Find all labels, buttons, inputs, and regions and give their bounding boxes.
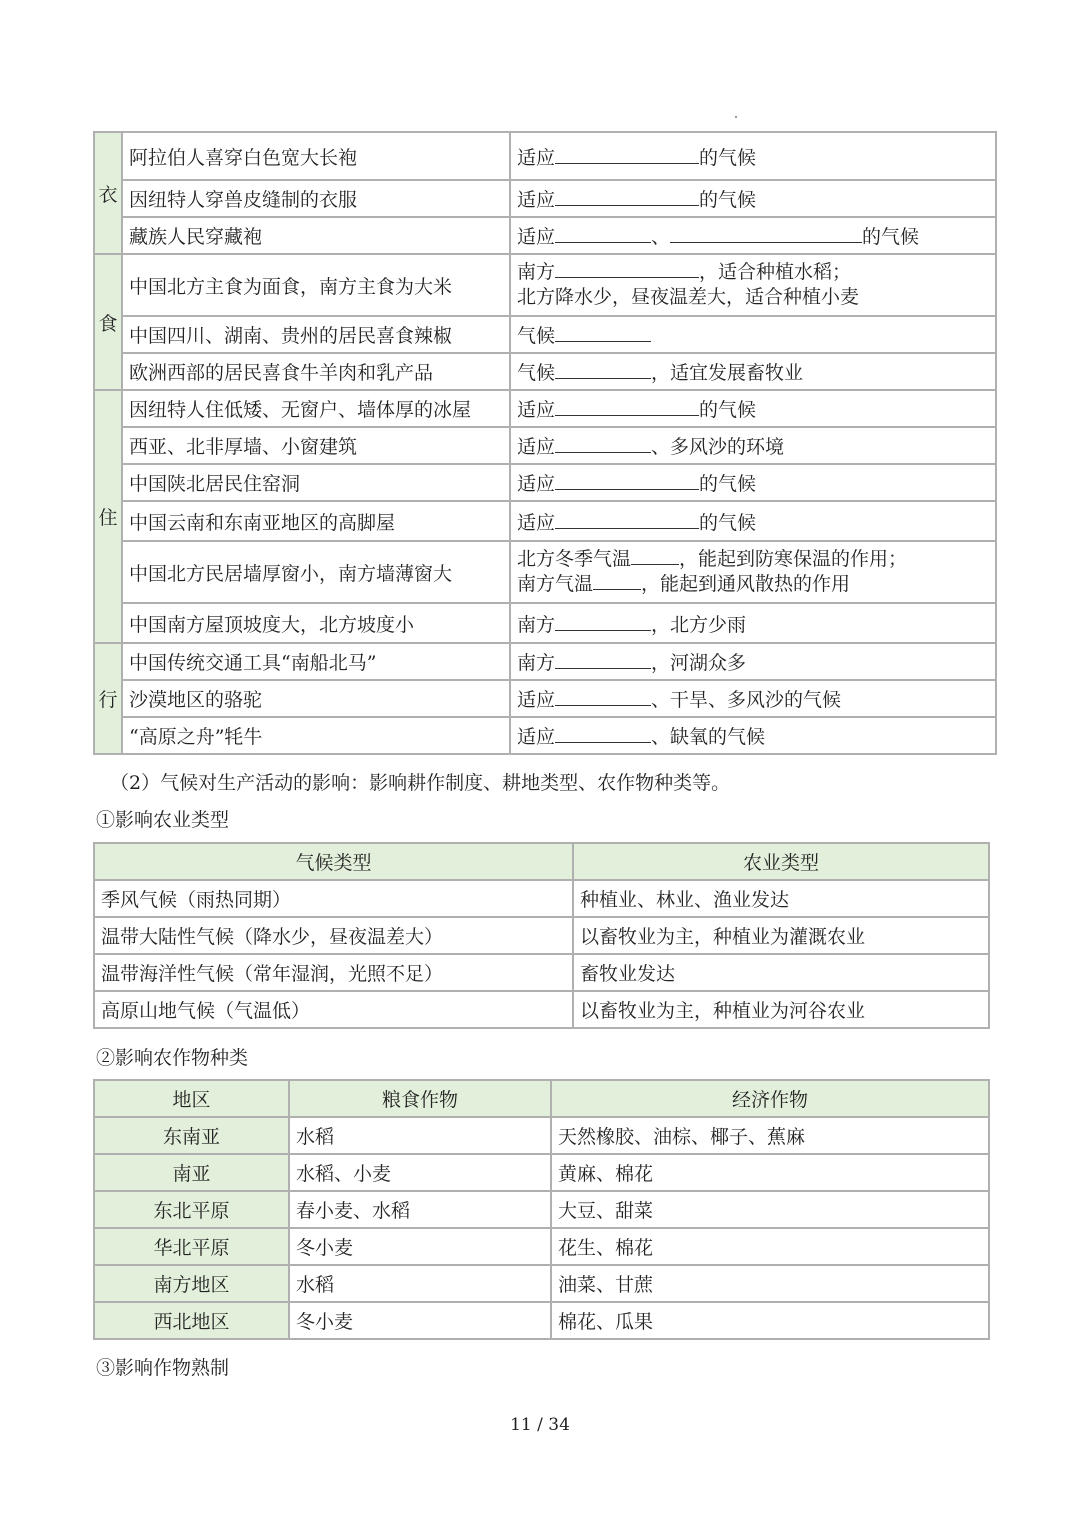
- answer-cell: 适应 的气候: [510, 464, 996, 501]
- table-row: [94, 880, 989, 917]
- table-row: [94, 1228, 989, 1265]
- table-row: [94, 643, 996, 680]
- stray-mark: [735, 116, 737, 118]
- fill-blank[interactable]: [555, 654, 651, 669]
- column-header: 经济作物: [551, 1080, 989, 1117]
- region-cell: 东南亚: [94, 1117, 289, 1154]
- table-row: [94, 316, 996, 353]
- fill-blank[interactable]: [555, 401, 699, 416]
- subheading-crop-type: ②影响农作物种类: [96, 1047, 249, 1069]
- fill-blank[interactable]: [593, 575, 641, 590]
- grain-cell: 冬小麦: [289, 1302, 551, 1339]
- column-header: 农业类型: [573, 843, 989, 880]
- table-row: [94, 427, 996, 464]
- phenomenon-cell: 欧洲西部的居民喜食牛羊肉和乳产品: [122, 353, 510, 390]
- category-cell: 住: [94, 390, 122, 643]
- answer-cell: 气候 ，适宜发展畜牧业: [510, 353, 996, 390]
- fill-blank[interactable]: [631, 550, 679, 565]
- answer-cell: 适应 的气候: [510, 501, 996, 541]
- region-cell: 华北平原: [94, 1228, 289, 1265]
- fill-blank[interactable]: [555, 514, 699, 529]
- fill-blank[interactable]: [670, 228, 862, 243]
- table-row: [94, 717, 996, 754]
- subheading-agriculture-type: ①影响农业类型: [96, 809, 230, 831]
- table-row: [94, 132, 996, 180]
- daily-life-table: [93, 131, 997, 755]
- fill-blank[interactable]: [555, 149, 699, 164]
- category-cell: 行: [94, 643, 122, 754]
- table-row: [94, 390, 996, 427]
- column-header: 地区: [94, 1080, 289, 1117]
- column-header: 粮食作物: [289, 1080, 551, 1117]
- climate-cell: 温带海洋性气候（常年湿润，光照不足）: [94, 954, 573, 991]
- phenomenon-cell: 中国南方屋顶坡度大，北方坡度小: [122, 603, 510, 643]
- answer-cell: 气候: [510, 316, 996, 353]
- agriculture-cell: 以畜牧业为主，种植业为灌溉农业: [573, 917, 989, 954]
- phenomenon-cell: 藏族人民穿藏袍: [122, 217, 510, 254]
- column-header: 气候类型: [94, 843, 573, 880]
- fill-blank[interactable]: [555, 691, 651, 706]
- table-row: [94, 1302, 989, 1339]
- table-row: [94, 254, 996, 316]
- grain-cell: 水稻: [289, 1265, 551, 1302]
- category-cell: 衣: [94, 132, 122, 254]
- phenomenon-cell: 中国云南和东南亚地区的高脚屋: [122, 501, 510, 541]
- answer-cell: 适应 、缺氧的气候: [510, 717, 996, 754]
- crop-type-table: [93, 1079, 990, 1340]
- section-paragraph: （2）气候对生产活动的影响：影响耕作制度、耕地类型、农作物种类等。: [110, 772, 731, 794]
- agriculture-cell: 以畜牧业为主，种植业为河谷农业: [573, 991, 989, 1028]
- grain-cell: 春小麦、水稻: [289, 1191, 551, 1228]
- phenomenon-cell: 因纽特人穿兽皮缝制的衣服: [122, 180, 510, 217]
- phenomenon-cell: 中国传统交通工具“南船北马”: [122, 643, 510, 680]
- cash-crop-cell: 棉花、瓜果: [551, 1302, 989, 1339]
- table-row: [94, 1265, 989, 1302]
- table-row: [94, 954, 989, 991]
- climate-cell: 高原山地气候（气温低）: [94, 991, 573, 1028]
- answer-cell: 适应 、干旱、多风沙的气候: [510, 680, 996, 717]
- answer-cell: 南方 ，北方少雨: [510, 603, 996, 643]
- table-row: [94, 180, 996, 217]
- table-row: [94, 541, 996, 603]
- subheading-crop-rotation: ③影响作物熟制: [96, 1357, 230, 1379]
- agriculture-type-table: [93, 842, 990, 1029]
- grain-cell: 水稻、小麦: [289, 1154, 551, 1191]
- cash-crop-cell: 黄麻、棉花: [551, 1154, 989, 1191]
- cash-crop-cell: 天然橡胶、油棕、椰子、蕉麻: [551, 1117, 989, 1154]
- phenomenon-cell: 中国四川、湖南、贵州的居民喜食辣椒: [122, 316, 510, 353]
- answer-cell: 适应 、 的气候: [510, 217, 996, 254]
- agriculture-cell: 种植业、林业、渔业发达: [573, 880, 989, 917]
- cash-crop-cell: 花生、棉花: [551, 1228, 989, 1265]
- answer-cell: 南方 ，适合种植水稻； 北方降水少，昼夜温差大，适合种植小麦: [510, 254, 996, 316]
- fill-blank[interactable]: [555, 263, 699, 278]
- table-row: [94, 353, 996, 390]
- fill-blank[interactable]: [555, 616, 651, 631]
- answer-cell: 适应 的气候: [510, 390, 996, 427]
- answer-cell: 适应 的气候: [510, 132, 996, 180]
- phenomenon-cell: “高原之舟”牦牛: [122, 717, 510, 754]
- table-row: [94, 991, 989, 1028]
- phenomenon-cell: 阿拉伯人喜穿白色宽大长袍: [122, 132, 510, 180]
- region-cell: 东北平原: [94, 1191, 289, 1228]
- fill-blank[interactable]: [555, 228, 651, 243]
- climate-cell: 温带大陆性气候（降水少，昼夜温差大）: [94, 917, 573, 954]
- grain-cell: 冬小麦: [289, 1228, 551, 1265]
- fill-blank[interactable]: [555, 438, 651, 453]
- cash-crop-cell: 油菜、甘蔗: [551, 1265, 989, 1302]
- table-row: [94, 1191, 989, 1228]
- answer-cell: 北方冬季气温 ，能起到防寒保温的作用； 南方气温 ，能起到通风散热的作用: [510, 541, 996, 603]
- grain-cell: 水稻: [289, 1117, 551, 1154]
- page-number: 11 / 34: [510, 1415, 570, 1435]
- answer-cell: 南方 ，河湖众多: [510, 643, 996, 680]
- answer-cell: 适应 、多风沙的环境: [510, 427, 996, 464]
- agriculture-cell: 畜牧业发达: [573, 954, 989, 991]
- category-cell: 食: [94, 254, 122, 390]
- cash-crop-cell: 大豆、甜菜: [551, 1191, 989, 1228]
- table-row: [94, 917, 989, 954]
- table-row: [94, 1117, 989, 1154]
- table-row: [94, 603, 996, 643]
- table-row: [94, 1154, 989, 1191]
- table-header-row: [94, 1080, 989, 1117]
- phenomenon-cell: 因纽特人住低矮、无窗户、墙体厚的冰屋: [122, 390, 510, 427]
- region-cell: 南方地区: [94, 1265, 289, 1302]
- phenomenon-cell: 中国陕北居民住窑洞: [122, 464, 510, 501]
- table-row: [94, 680, 996, 717]
- phenomenon-cell: 沙漠地区的骆驼: [122, 680, 510, 717]
- fill-blank[interactable]: [555, 728, 651, 743]
- phenomenon-cell: 西亚、北非厚墙、小窗建筑: [122, 427, 510, 464]
- fill-blank[interactable]: [555, 191, 699, 206]
- table-header-row: [94, 843, 989, 880]
- region-cell: 南亚: [94, 1154, 289, 1191]
- answer-cell: 适应 的气候: [510, 180, 996, 217]
- table-row: [94, 464, 996, 501]
- table-row: [94, 501, 996, 541]
- climate-cell: 季风气候（雨热同期）: [94, 880, 573, 917]
- phenomenon-cell: 中国北方主食为面食，南方主食为大米: [122, 254, 510, 316]
- table-row: [94, 217, 996, 254]
- fill-blank[interactable]: [555, 327, 651, 342]
- region-cell: 西北地区: [94, 1302, 289, 1339]
- phenomenon-cell: 中国北方民居墙厚窗小，南方墙薄窗大: [122, 541, 510, 603]
- fill-blank[interactable]: [555, 364, 651, 379]
- fill-blank[interactable]: [555, 475, 699, 490]
